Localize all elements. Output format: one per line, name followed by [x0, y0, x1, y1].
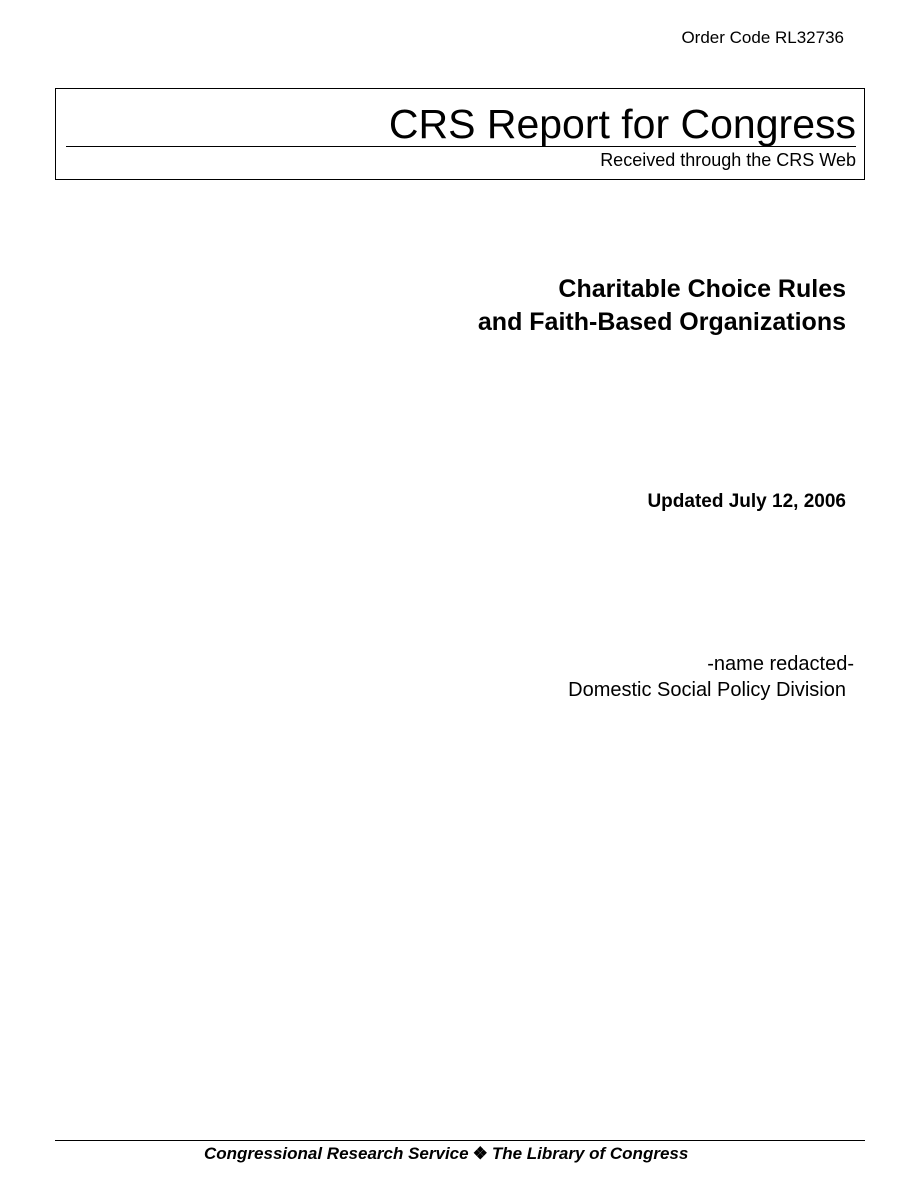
header-divider — [66, 146, 856, 147]
footer-library: The Library of Congress — [491, 1144, 689, 1163]
order-code: Order Code RL32736 — [681, 28, 844, 47]
footer-divider — [55, 1140, 865, 1141]
report-header-box — [55, 88, 865, 180]
four-diamond-ornament-icon: ❖ — [472, 1144, 488, 1163]
author-name: -name redacted- — [707, 653, 854, 675]
document-title-line-1: Charitable Choice Rules — [558, 275, 846, 303]
document-title — [478, 273, 846, 339]
author-division: Domestic Social Policy Division — [568, 679, 846, 701]
report-series-subtitle: Received through the CRS Web — [600, 150, 856, 170]
document-title-line-2: and Faith-Based Organizations — [477, 308, 846, 336]
author-block — [568, 651, 854, 703]
footer-publisher: Congressional Research Service — [204, 1144, 469, 1163]
footer — [204, 1144, 688, 1164]
updated-date: Updated July 12, 2006 — [647, 491, 846, 512]
report-series-title: CRS Report for Congress — [388, 101, 856, 147]
